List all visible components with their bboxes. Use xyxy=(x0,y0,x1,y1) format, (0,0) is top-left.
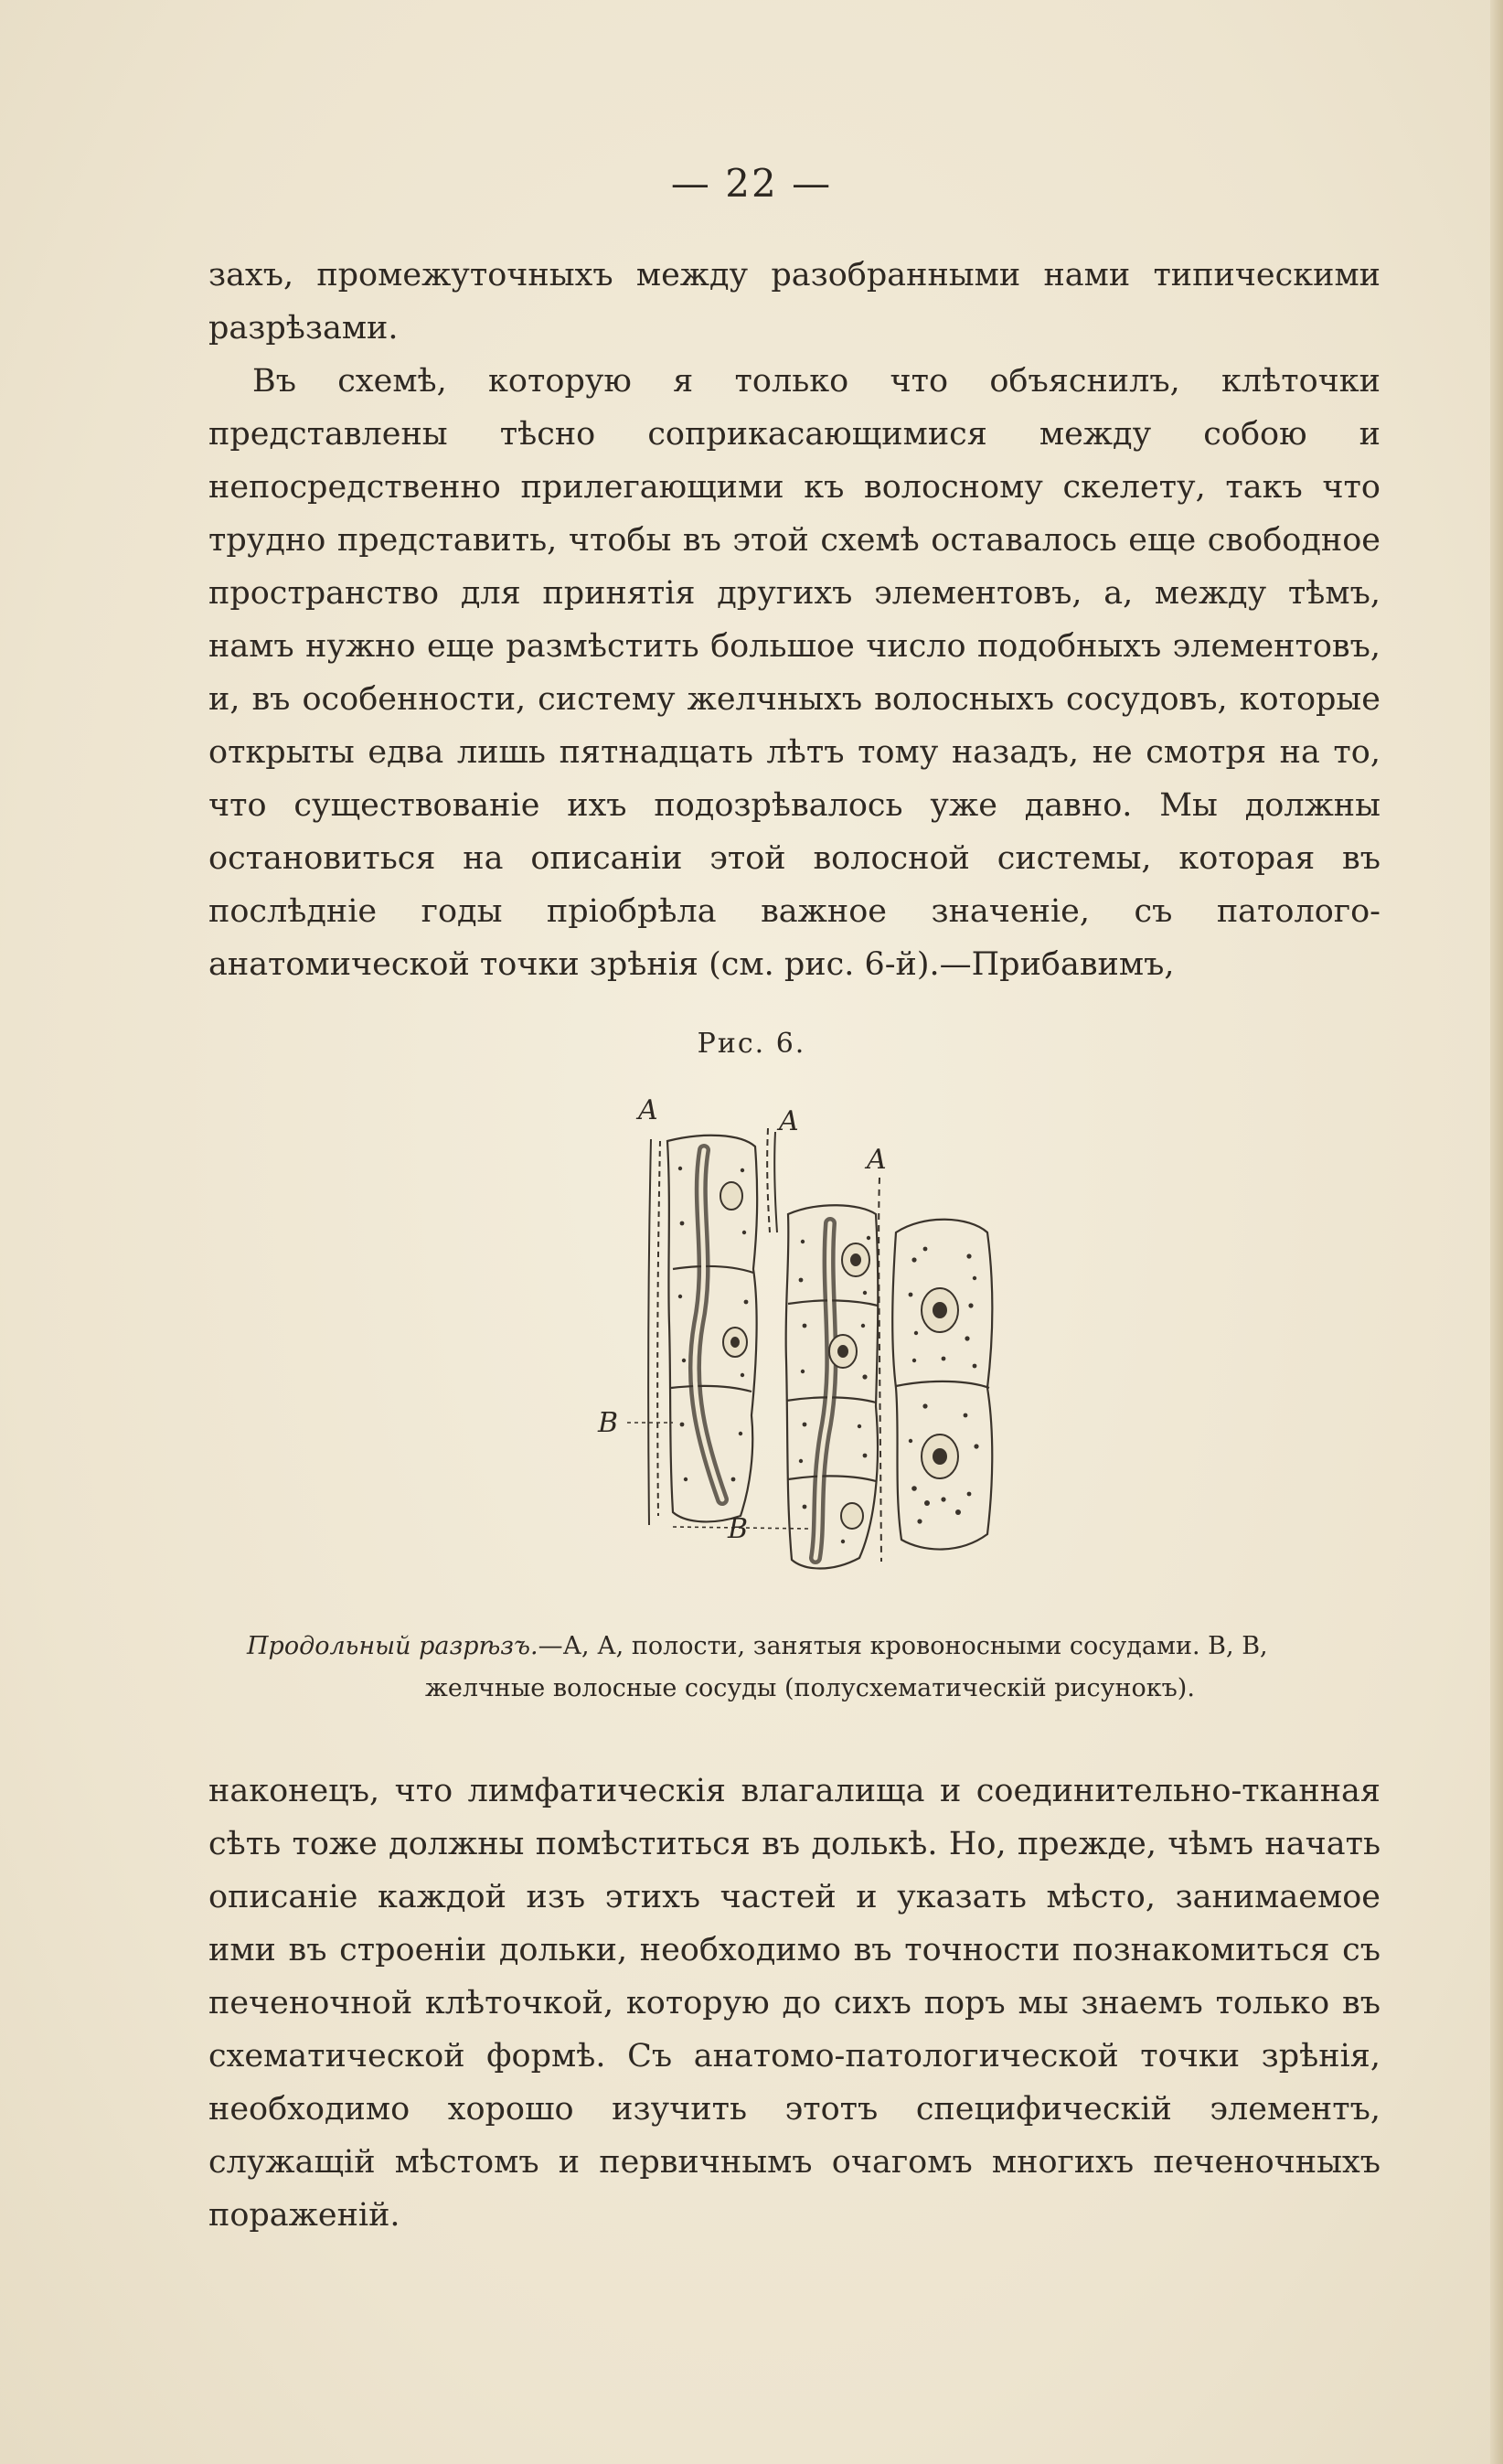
caption-title: Продольный разрѣзъ. xyxy=(247,1632,538,1660)
figure-marker-a-right: A xyxy=(867,1144,887,1176)
figure-marker-b-bottom: B xyxy=(728,1513,749,1545)
text-block-bottom xyxy=(208,1765,1380,2242)
paragraph-scheme: Въ схемѣ, которую я только что объяснилъ, клѣточки представлены тѣсно соприкасающимися между собою и непосредственно прилегающими къ волосному скелету, такъ что трудно представить, чтобы въ этой схемѣ оставалось еще свободное пространство для принятія другихъ элементовъ, а, между тѣмъ, намъ нужно еще размѣстить большое число подобныхъ элементовъ, и, въ особенности, систему желчныхъ волосныхъ сосудовъ, которые открыты едва лишь пятнадцать лѣтъ тому назадъ, не смотря на то, что существованіе ихъ подозрѣвалось уже давно. Мы должны остановиться на описаніи этой волосной системы, которая въ послѣдніе годы пріобрѣла важное значеніе, съ патолого-анатомической точки зрѣнія (см. рис. 6-й).—Прибавимъ, xyxy=(208,363,1380,983)
figure-longitudinal-section xyxy=(585,1086,1061,1598)
figure-marker-a-left: A xyxy=(638,1094,658,1126)
text-block-top xyxy=(208,249,1380,991)
figure-label: Рис. 6. xyxy=(697,1028,806,1060)
caption-line-2: желчные волосные сосуды (полусхематическій рисунокъ). xyxy=(425,1674,1195,1702)
caption-line-1: —А, А, полости, занятыя кровоносными сосудами. В, В, xyxy=(538,1632,1268,1660)
vessel-line-left xyxy=(648,1139,651,1525)
paragraph-liver-cell: наконецъ, что лимфатическія влагалища и соединительно-тканная сѣть тоже должны помѣститься въ долькѣ. Но, прежде, чѣмъ начать описаніе каждой изъ этихъ частей и указать мѣсто, занимаемое ими въ строеніи дольки, необходимо въ точности познакомиться съ печеночной клѣточкой, которую до сихъ поръ мы знаемъ только въ схематической формѣ. Съ анатомо-патологической точки зрѣнія, необходимо хорошо изучить этотъ специфическій элементъ, служащій мѣстомъ и первичнымъ очагомъ многихъ печеночныхъ пораженій. xyxy=(208,1773,1380,2234)
page-number: — 22 — xyxy=(670,161,833,206)
paragraph-continued: захъ, промежуточныхъ между разобранными нами типическими разрѣзами. xyxy=(208,257,1380,347)
figure-marker-a-middle: A xyxy=(779,1105,799,1137)
page-edge-shadow xyxy=(1490,0,1503,2464)
vessel-line-right xyxy=(879,1178,881,1562)
figure-illustration xyxy=(585,1086,1061,1598)
figure-marker-b-left: B xyxy=(598,1407,619,1439)
figure-caption xyxy=(247,1626,1380,1710)
